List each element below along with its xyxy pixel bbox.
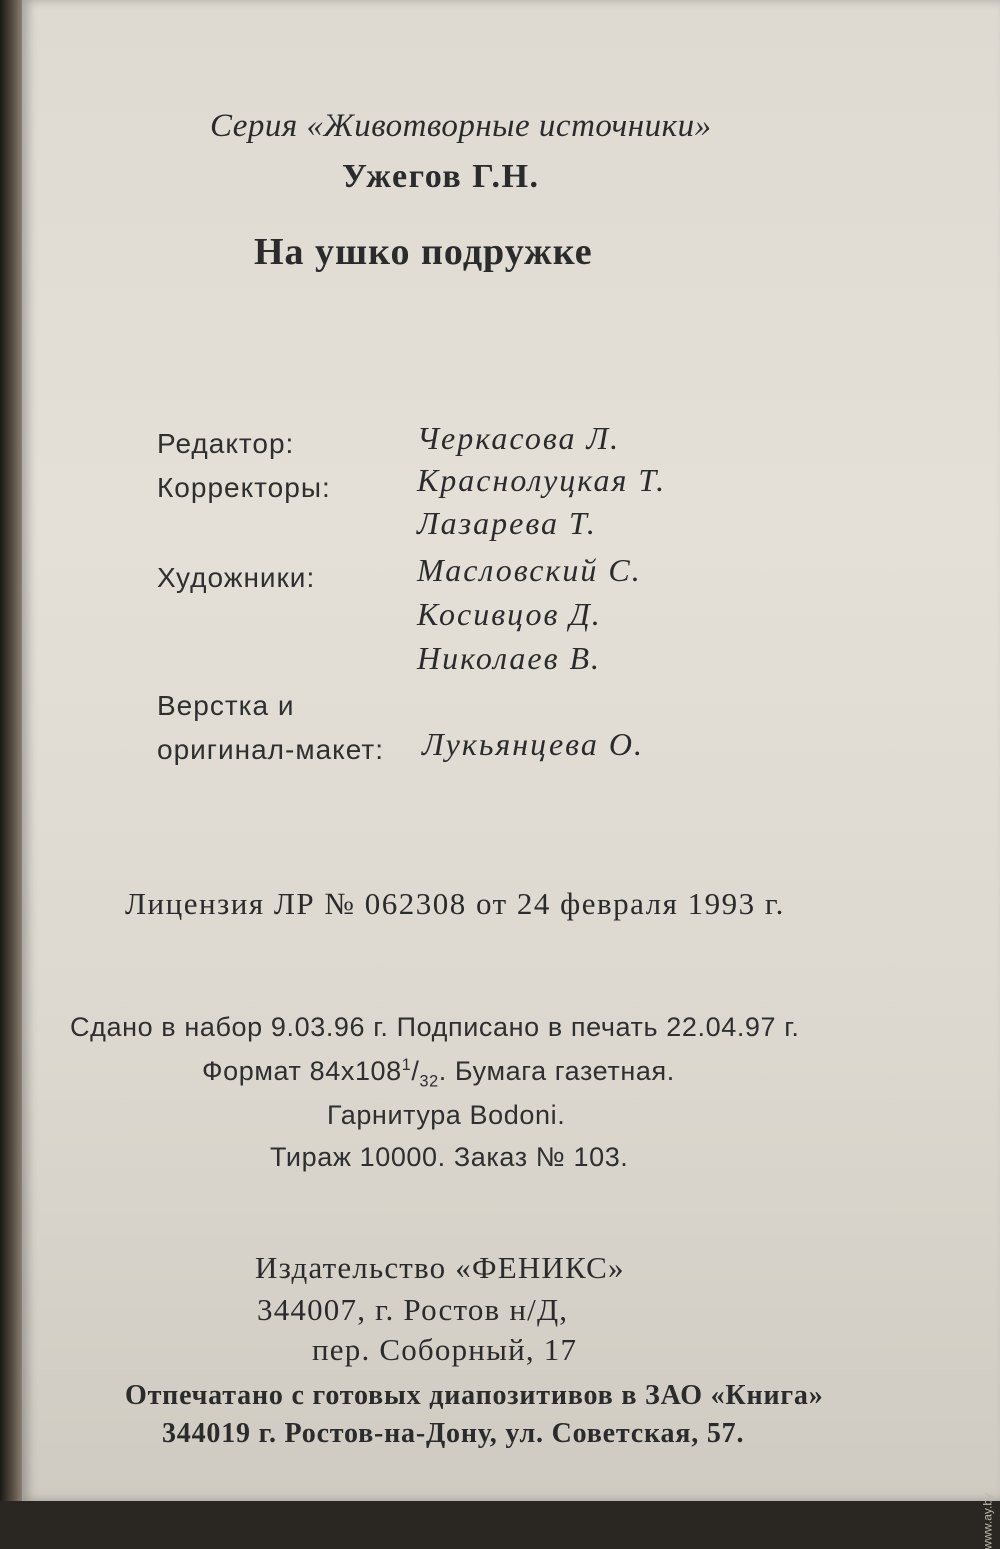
proofreaders-label: Корректоры:: [157, 472, 331, 503]
series-title: Серия «Животворные источники»: [210, 108, 712, 144]
artist-name: Масловский С.: [417, 552, 642, 588]
artists-label: Художники:: [157, 562, 316, 593]
artist-name: Николаев В.: [417, 640, 602, 676]
printing-dates: Сдано в набор 9.03.96 г. Подписано в печать 22.04.97 г.: [70, 1012, 800, 1042]
proofreader-name: Краснолуцкая Т.: [417, 462, 667, 498]
publisher-address: 344007, г. Ростов н/Д,: [257, 1292, 569, 1327]
printing-typeface: Гарнитура Bodoni.: [327, 1100, 566, 1130]
book-spine: [0, 0, 22, 1501]
printing-run: Тираж 10000. Заказ № 103.: [270, 1142, 629, 1172]
book-title: На ушко подружке: [254, 231, 593, 273]
artist-name: Косивцов Д.: [417, 596, 602, 632]
publisher-address: пер. Соборный, 17: [312, 1332, 578, 1367]
watermark: www.ay.by: [980, 1493, 994, 1549]
author-name: Ужегов Г.Н.: [342, 158, 540, 195]
editor-label: Редактор:: [157, 428, 295, 459]
printer-line: Отпечатано с готовых диапозитивов в ЗАО «Книга»: [125, 1380, 824, 1411]
layout-label: оригинал-макет:: [157, 734, 384, 765]
printer-address: 344019 г. Ростов-на-Дону, ул. Советская, 57.: [162, 1418, 745, 1449]
editor-name: Черкасова Л.: [417, 420, 621, 456]
publisher-name: Издательство «ФЕНИКС»: [255, 1250, 625, 1285]
printing-format: Формат $84х108^1/_{32}$. Бумага газетная.: [202, 1056, 675, 1091]
layout-label: Верстка и: [157, 690, 295, 721]
proofreader-name: Лазарева Т.: [417, 505, 597, 541]
book-page: [22, 0, 1000, 1549]
layout-name: Лукьянцева О.: [422, 726, 644, 762]
license-line: Лицензия ЛР № 062308 от 24 февраля 1993 г.: [125, 886, 785, 921]
